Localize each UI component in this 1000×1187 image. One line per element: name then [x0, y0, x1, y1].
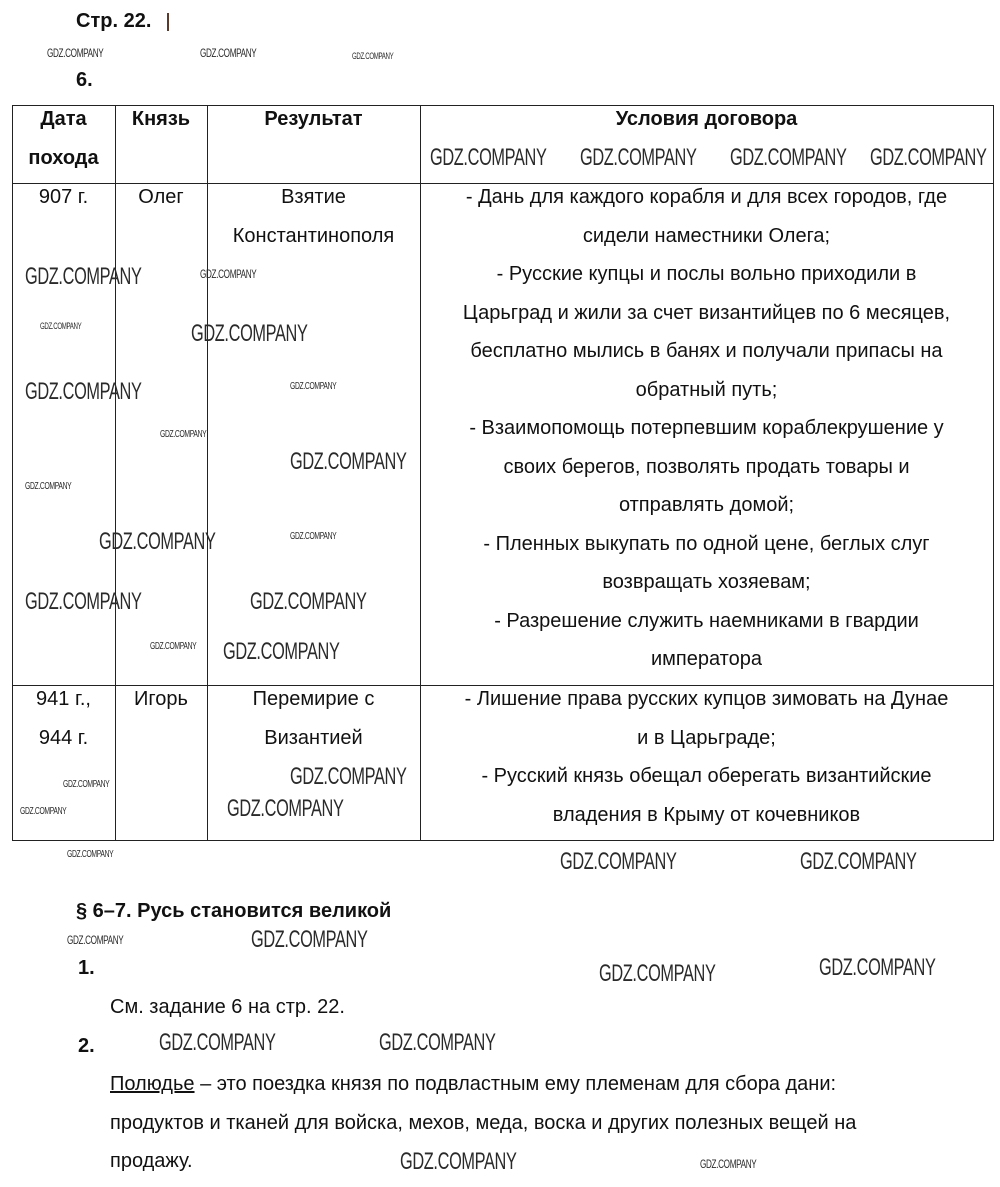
section-title: § 6–7. Русь становится великой: [76, 900, 392, 922]
watermark: GDZ.COMPANY: [47, 46, 104, 60]
date-line: 944 г.: [38, 726, 89, 749]
question-2-number: 2.: [78, 1035, 95, 1057]
question-1-answer: См. задание 6 на стр. 22.: [110, 996, 345, 1018]
watermark: GDZ.COMPANY: [25, 263, 142, 290]
watermark: GDZ.COMPANY: [560, 848, 677, 875]
watermark: GDZ.COMPANY: [160, 429, 207, 440]
watermark: GDZ.COMPANY: [290, 531, 337, 542]
watermark: GDZ.COMPANY: [200, 267, 257, 281]
terms-line: Царьград и жили за счет византийцев по 6 месяцев,: [462, 301, 951, 324]
terms-line: - Русский князь обещал оберегать византийские: [481, 765, 932, 787]
header-date: [12, 100, 115, 177]
terms-line: бесплатно мылись в банях и получали припасы на: [470, 340, 943, 362]
watermark: GDZ.COMPANY: [25, 588, 142, 615]
watermark: GDZ.COMPANY: [40, 321, 82, 331]
result-line: Взятие: [281, 186, 346, 208]
watermark: GDZ.COMPANY: [870, 144, 987, 171]
watermark: GDZ.COMPANY: [191, 320, 308, 347]
header-terms: Условия договора: [615, 108, 798, 130]
answer-line: – это поездка князя по подвластным ему племенам для сбора дани:: [194, 1073, 837, 1095]
watermark: GDZ.COMPANY: [599, 960, 716, 987]
terms-line: императора: [651, 648, 762, 670]
header-result: Результат: [264, 108, 363, 130]
watermark: GDZ.COMPANY: [227, 795, 344, 822]
result-line: Византией: [264, 726, 363, 749]
watermark: GDZ.COMPANY: [430, 144, 547, 171]
terms-line: владения в Крыму от кочевников: [552, 803, 861, 826]
row2-date: [12, 680, 115, 757]
text-cursor: [167, 13, 169, 31]
watermark: GDZ.COMPANY: [223, 638, 340, 665]
watermark: GDZ.COMPANY: [700, 1157, 757, 1171]
terms-line: - Взаимопомощь потерпевшим кораблекрушение у: [469, 417, 944, 439]
watermark: GDZ.COMPANY: [25, 378, 142, 405]
terms-line: своих берегов, позволять продать товары и: [503, 455, 910, 478]
watermark: GDZ.COMPANY: [290, 448, 407, 475]
row1-terms: [420, 178, 993, 679]
watermark: GDZ.COMPANY: [67, 849, 114, 860]
date-line: 941 г.,: [36, 688, 91, 710]
terms-line: - Лишение права русских купцов зимовать на Дунае: [464, 688, 949, 710]
row2-prince: Игорь: [134, 688, 188, 710]
watermark: GDZ.COMPANY: [290, 763, 407, 790]
watermark: GDZ.COMPANY: [730, 144, 847, 171]
watermark: GDZ.COMPANY: [251, 926, 368, 953]
watermark: GDZ.COMPANY: [290, 381, 337, 392]
watermark: GDZ.COMPANY: [67, 933, 124, 947]
watermark: GDZ.COMPANY: [580, 144, 697, 171]
terms-line: - Русские купцы и послы вольно приходили в: [496, 263, 917, 285]
terms-line: - Пленных выкупать по одной цене, беглых слуг: [483, 532, 930, 555]
header-date-line: Дата: [40, 108, 87, 130]
watermark: GDZ.COMPANY: [63, 779, 110, 790]
row2-result: [207, 680, 420, 757]
terms-line: возвращать хозяевам;: [602, 571, 811, 593]
watermark: GDZ.COMPANY: [25, 481, 72, 492]
row1-date: 907 г.: [38, 186, 89, 208]
watermark: GDZ.COMPANY: [819, 954, 936, 981]
row1-result: [207, 178, 420, 255]
task-number: 6.: [76, 69, 93, 91]
watermark: GDZ.COMPANY: [150, 641, 197, 652]
terms-line: - Дань для каждого корабля и для всех городов, где: [465, 186, 948, 208]
watermark: GDZ.COMPANY: [800, 848, 917, 875]
header-prince: Князь: [131, 108, 191, 130]
watermark: GDZ.COMPANY: [352, 51, 394, 61]
table-border-right: [993, 105, 994, 841]
answer-line: продажу.: [110, 1150, 193, 1172]
answer-line: продуктов и тканей для войска, мехов, меда, воска и других полезных вещей на: [110, 1111, 857, 1134]
row1-prince: Олег: [138, 186, 184, 208]
watermark: GDZ.COMPANY: [400, 1148, 517, 1175]
terms-line: и в Царьграде;: [637, 726, 776, 749]
watermark: GDZ.COMPANY: [20, 806, 67, 817]
result-line: Перемирие с: [252, 688, 375, 710]
question-1-number: 1.: [78, 957, 95, 979]
terms-line: обратный путь;: [635, 378, 778, 401]
row2-terms: [420, 680, 993, 834]
header-date-line: похода: [28, 146, 99, 169]
watermark: GDZ.COMPANY: [250, 588, 367, 615]
term-poliudie: Полюдье: [110, 1073, 195, 1095]
terms-line: отправлять домой;: [618, 494, 795, 516]
watermark: GDZ.COMPANY: [200, 46, 257, 60]
watermark: GDZ.COMPANY: [379, 1029, 496, 1056]
table-border-bottom: [12, 840, 993, 841]
watermark: GDZ.COMPANY: [99, 528, 216, 555]
watermark: GDZ.COMPANY: [159, 1029, 276, 1056]
page-reference: Стр. 22.: [76, 10, 152, 32]
terms-line: сидели наместники Олега;: [582, 224, 831, 247]
terms-line: - Разрешение служить наемниками в гвардии: [494, 609, 919, 632]
result-line: Константинополя: [232, 224, 395, 247]
